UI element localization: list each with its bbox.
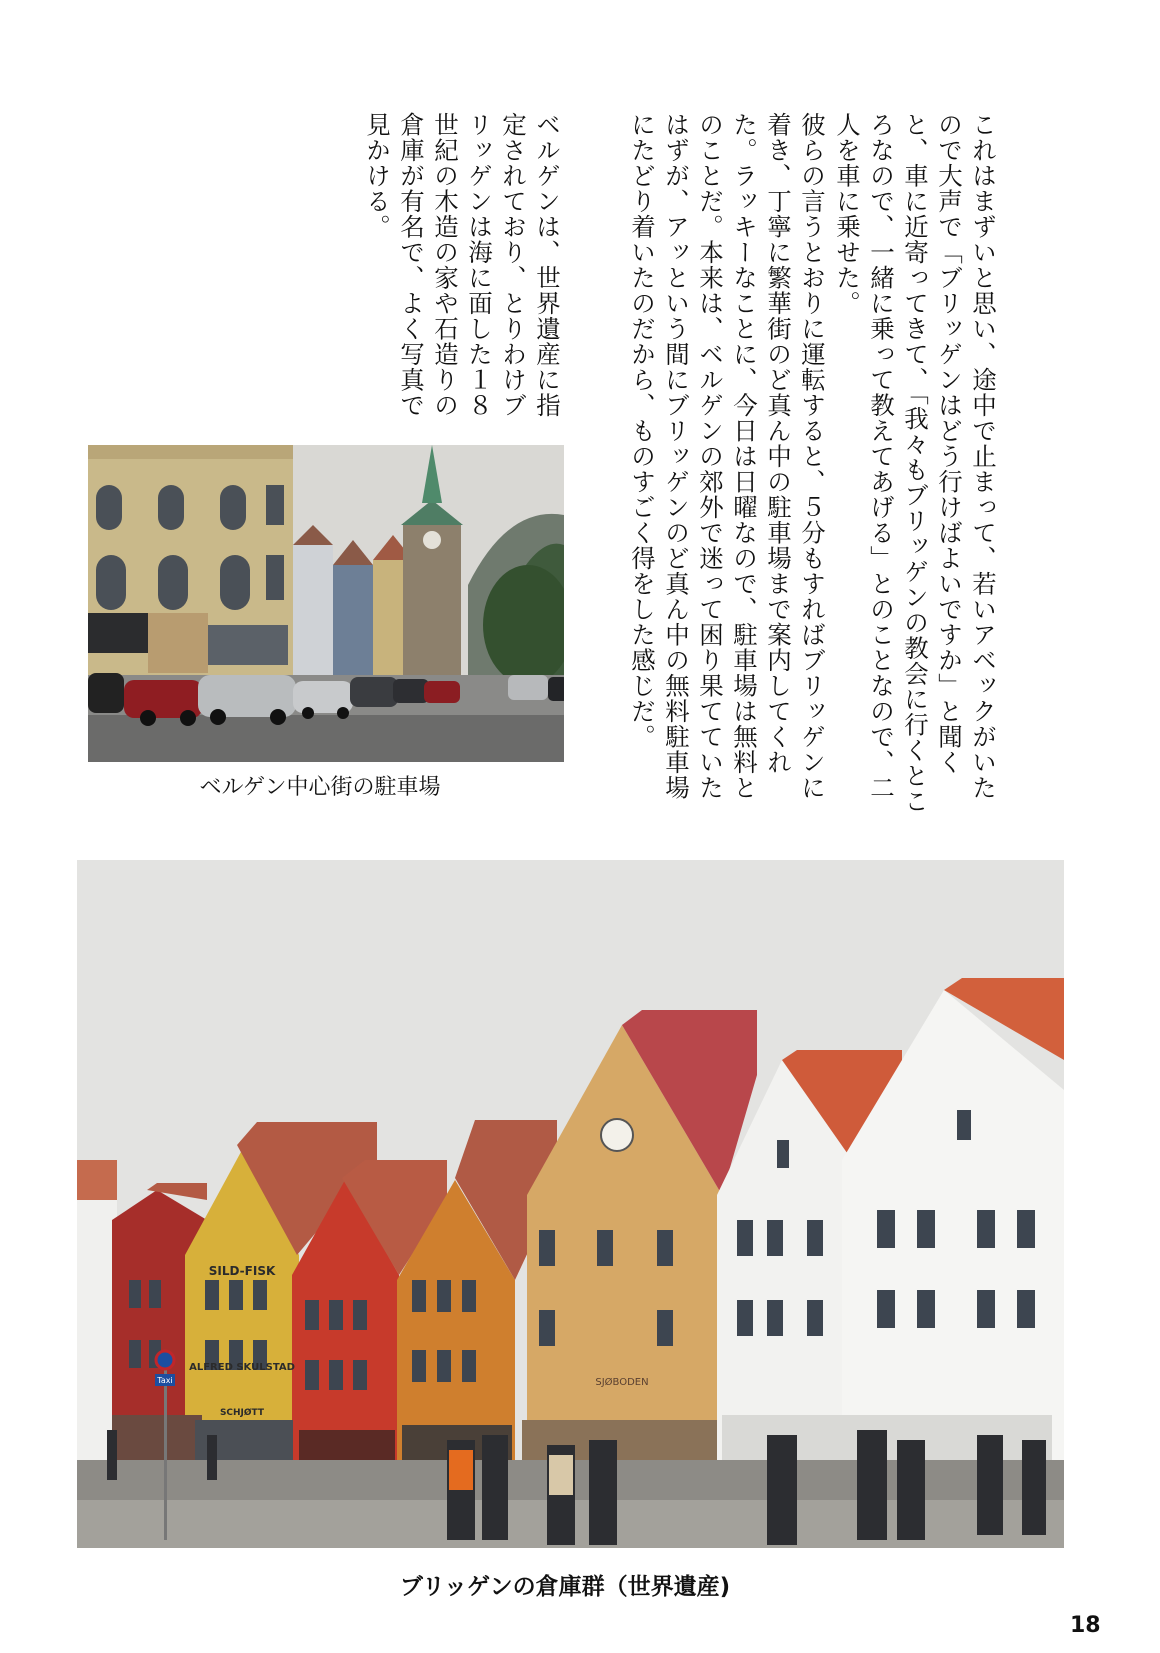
paragraph-text: ベルゲンは、世界遺産に指定されており、とりわけブリッゲンは海に面した１８世紀の木造の家や石造りの倉庫が有名で、よく写真で見かける。 — [363, 112, 562, 418]
photo-caption-bryggen: ブリッゲンの倉庫群（世界遺産) — [399, 1574, 731, 1600]
paragraph-text: 彼らの言うとおりに運転すると、５分もすればブリッゲンに着き、丁寧に繁華街のど真ん中の駐車場まで案内してくれた。ラッキーなことに、今日は日曜なので、駐車場は無料とのことだ。本来は、ベルゲンの郊外で迷って困り果てていたはずが、アッという間にブリッゲンのど真ん中の無料駐車場にたどり着いたのだから、ものすごく得をした感じだ。 — [628, 112, 827, 801]
sign-taxi: Taxi — [157, 1376, 173, 1385]
article-paragraph-3 — [294, 112, 564, 432]
article-paragraph-1 — [833, 112, 1000, 822]
photo-caption-parking: ベルゲン中心街の駐車場 — [199, 775, 441, 800]
sign-sjoboden: SJØBODEN — [595, 1377, 649, 1388]
paragraph-text: これはまずいと思い、途中で止まって、若いアベックがいたので大声で「ブリッゲンはどう行けばよいですか」と聞くと、車に近寄ってきて、「我々もブリッゲンの教会に行くところなので、一緒に乗って教えてあげる」とのことなので、二人を車に乗せた。 — [833, 112, 998, 814]
page-number: 18 — [1070, 1613, 1101, 1638]
photo-bryggen-warehouses — [77, 860, 1064, 1548]
sign-skulstad: ALFRED SKULSTAD — [189, 1362, 295, 1373]
article-paragraph-2 — [589, 112, 829, 822]
sign-sild-fisk: SILD-FISK — [208, 1264, 276, 1278]
parking-scene-image — [88, 445, 564, 762]
photo-bergen-parking — [88, 445, 564, 762]
bryggen-scene-image — [77, 860, 1064, 1548]
sign-schjott: SCHJØTT — [219, 1408, 265, 1418]
